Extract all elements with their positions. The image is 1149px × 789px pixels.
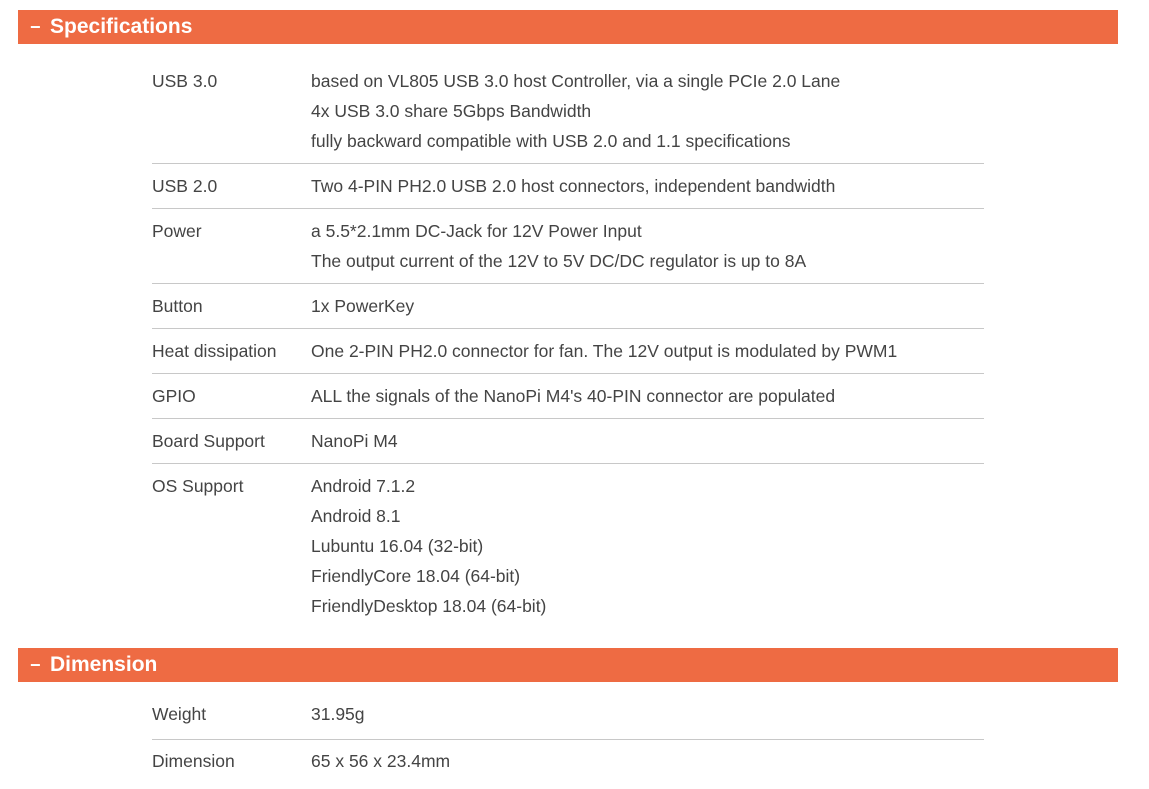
row-label: OS Support <box>152 476 244 496</box>
value-line: a 5.5*2.1mm DC-Jack for 12V Power Input <box>311 221 642 241</box>
value-line: 31.95g <box>311 704 365 724</box>
value-line: ALL the signals of the NanoPi M4's 40-PIN connector are populated <box>311 386 836 406</box>
value-line: Two 4-PIN PH2.0 USB 2.0 host connectors, independent bandwidth <box>311 176 836 196</box>
row-label: Button <box>152 296 203 316</box>
table-row <box>152 209 984 284</box>
table-row <box>152 464 984 628</box>
row-label: USB 2.0 <box>152 176 218 196</box>
row-label: Heat dissipation <box>152 341 277 361</box>
row-label: Weight <box>152 704 207 724</box>
value-line: 4x USB 3.0 share 5Gbps Bandwidth <box>311 101 592 121</box>
table-row <box>152 740 984 786</box>
specifications-section-header[interactable] <box>18 10 1118 44</box>
value-line: Android 7.1.2 <box>311 476 416 496</box>
specifications-table <box>152 66 984 628</box>
table-row <box>152 699 984 740</box>
row-value <box>311 336 984 366</box>
row-value <box>311 171 984 201</box>
table-row <box>152 374 984 419</box>
row-value <box>311 291 984 321</box>
table-row <box>152 419 984 464</box>
dimension-section-header[interactable] <box>18 648 1118 682</box>
specifications-title: Specifications <box>50 15 193 38</box>
row-value <box>311 471 984 621</box>
value-line: The output current of the 12V to 5V DC/DC regulator is up to 8A <box>311 251 807 271</box>
row-value <box>311 381 984 411</box>
row-label: Power <box>152 221 202 241</box>
row-value <box>311 66 984 156</box>
value-line: fully backward compatible with USB 2.0 and 1.1 specifications <box>311 131 791 151</box>
dimension-title: Dimension <box>50 653 158 676</box>
value-line: One 2-PIN PH2.0 connector for fan. The 12V output is modulated by PWM1 <box>311 341 898 361</box>
table-row <box>152 329 984 374</box>
row-value <box>311 746 984 776</box>
collapse-toggle-icon[interactable]: − <box>30 655 41 675</box>
table-row <box>152 284 984 329</box>
value-line: based on VL805 USB 3.0 host Controller, via a single PCIe 2.0 Lane <box>311 71 841 91</box>
value-line: FriendlyCore 18.04 (64-bit) <box>311 566 521 586</box>
value-line: FriendlyDesktop 18.04 (64-bit) <box>311 596 547 616</box>
table-row <box>152 66 984 164</box>
row-label: USB 3.0 <box>152 71 218 91</box>
row-value <box>311 426 984 456</box>
row-value <box>311 699 984 729</box>
value-line: NanoPi M4 <box>311 431 398 451</box>
table-row <box>152 164 984 209</box>
value-line: Android 8.1 <box>311 506 401 526</box>
value-line: 1x PowerKey <box>311 296 415 316</box>
row-value <box>311 216 984 276</box>
row-label: Board Support <box>152 431 265 451</box>
row-label: Dimension <box>152 751 235 771</box>
value-line: Lubuntu 16.04 (32-bit) <box>311 536 484 556</box>
dimension-table <box>152 699 984 786</box>
value-line: 65 x 56 x 23.4mm <box>311 751 451 771</box>
collapse-toggle-icon[interactable]: − <box>30 17 41 37</box>
row-label: GPIO <box>152 386 196 406</box>
